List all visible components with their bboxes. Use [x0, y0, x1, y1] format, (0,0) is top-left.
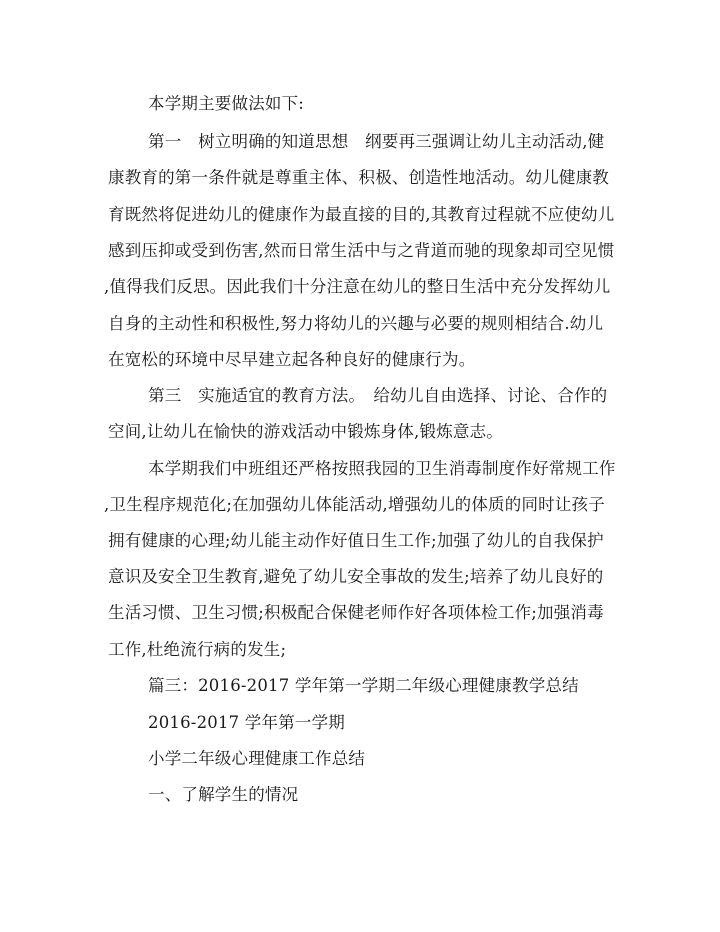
text-line: ,卫生程序规范化;在加强幼儿体能活动,增强幼儿的体质的同时让孩子	[104, 495, 605, 514]
text-line: 拥有健康的心理;幼儿能主动作好值日生工作;加强了幼儿的自我保护	[108, 531, 604, 550]
text-line: ,值得我们反思。因此我们十分注意在幼儿的整日生活中充分发挥幼儿	[104, 277, 611, 296]
text-line: 空间,让幼儿在愉快的游戏活动中锻炼身体,锻炼意志。	[108, 422, 503, 441]
text-line: 工作,杜绝流行病的发生;	[108, 640, 287, 659]
text-line: 意识及安全卫生教育,避免了幼儿安全事故的发生;培养了幼儿良好的	[108, 567, 604, 586]
text-line: 本学期主要做法如下:	[148, 94, 305, 113]
text-line: 生活习惯、卫生习惯;积极配合保健老师作好各项体检工作;加强消毒	[108, 603, 604, 622]
text-line: 第三 实施适宜的教育方法。 给幼儿自由选择、讨论、合作的	[148, 386, 608, 405]
text-line: 篇三：2016-2017 学年第一学期二年级心理健康教学总结	[148, 676, 579, 695]
text-line: 自身的主动性和积极性,努力将幼儿的兴趣与必要的规则相结合.幼儿	[108, 314, 604, 333]
text-line: 康教育的第一条件就是尊重主体、积极、创造性地活动。幼儿健康教	[108, 168, 609, 187]
text-line: 在宽松的环境中尽早建立起各种良好的健康行为。	[108, 350, 476, 369]
text-line: 育既然将促进幼儿的健康作为最直接的目的,其教育过程就不应使幼儿	[108, 205, 615, 224]
text-line: 小学二年级心理健康工作总结	[148, 749, 366, 768]
text-line: 2016-2017 学年第一学期	[148, 713, 346, 732]
text-line: 感到压抑或受到伤害,然而日常生活中与之背道而驰的现象却司空见惯	[108, 241, 615, 260]
text-line: 一、了解学生的情况	[148, 785, 299, 804]
text-line: 本学期我们中班组还严格按照我园的卫生消毒制度作好常规工作	[148, 459, 616, 478]
text-line: 第一 树立明确的知道思想 纲要再三强调让幼儿主动活动,健	[148, 132, 605, 151]
